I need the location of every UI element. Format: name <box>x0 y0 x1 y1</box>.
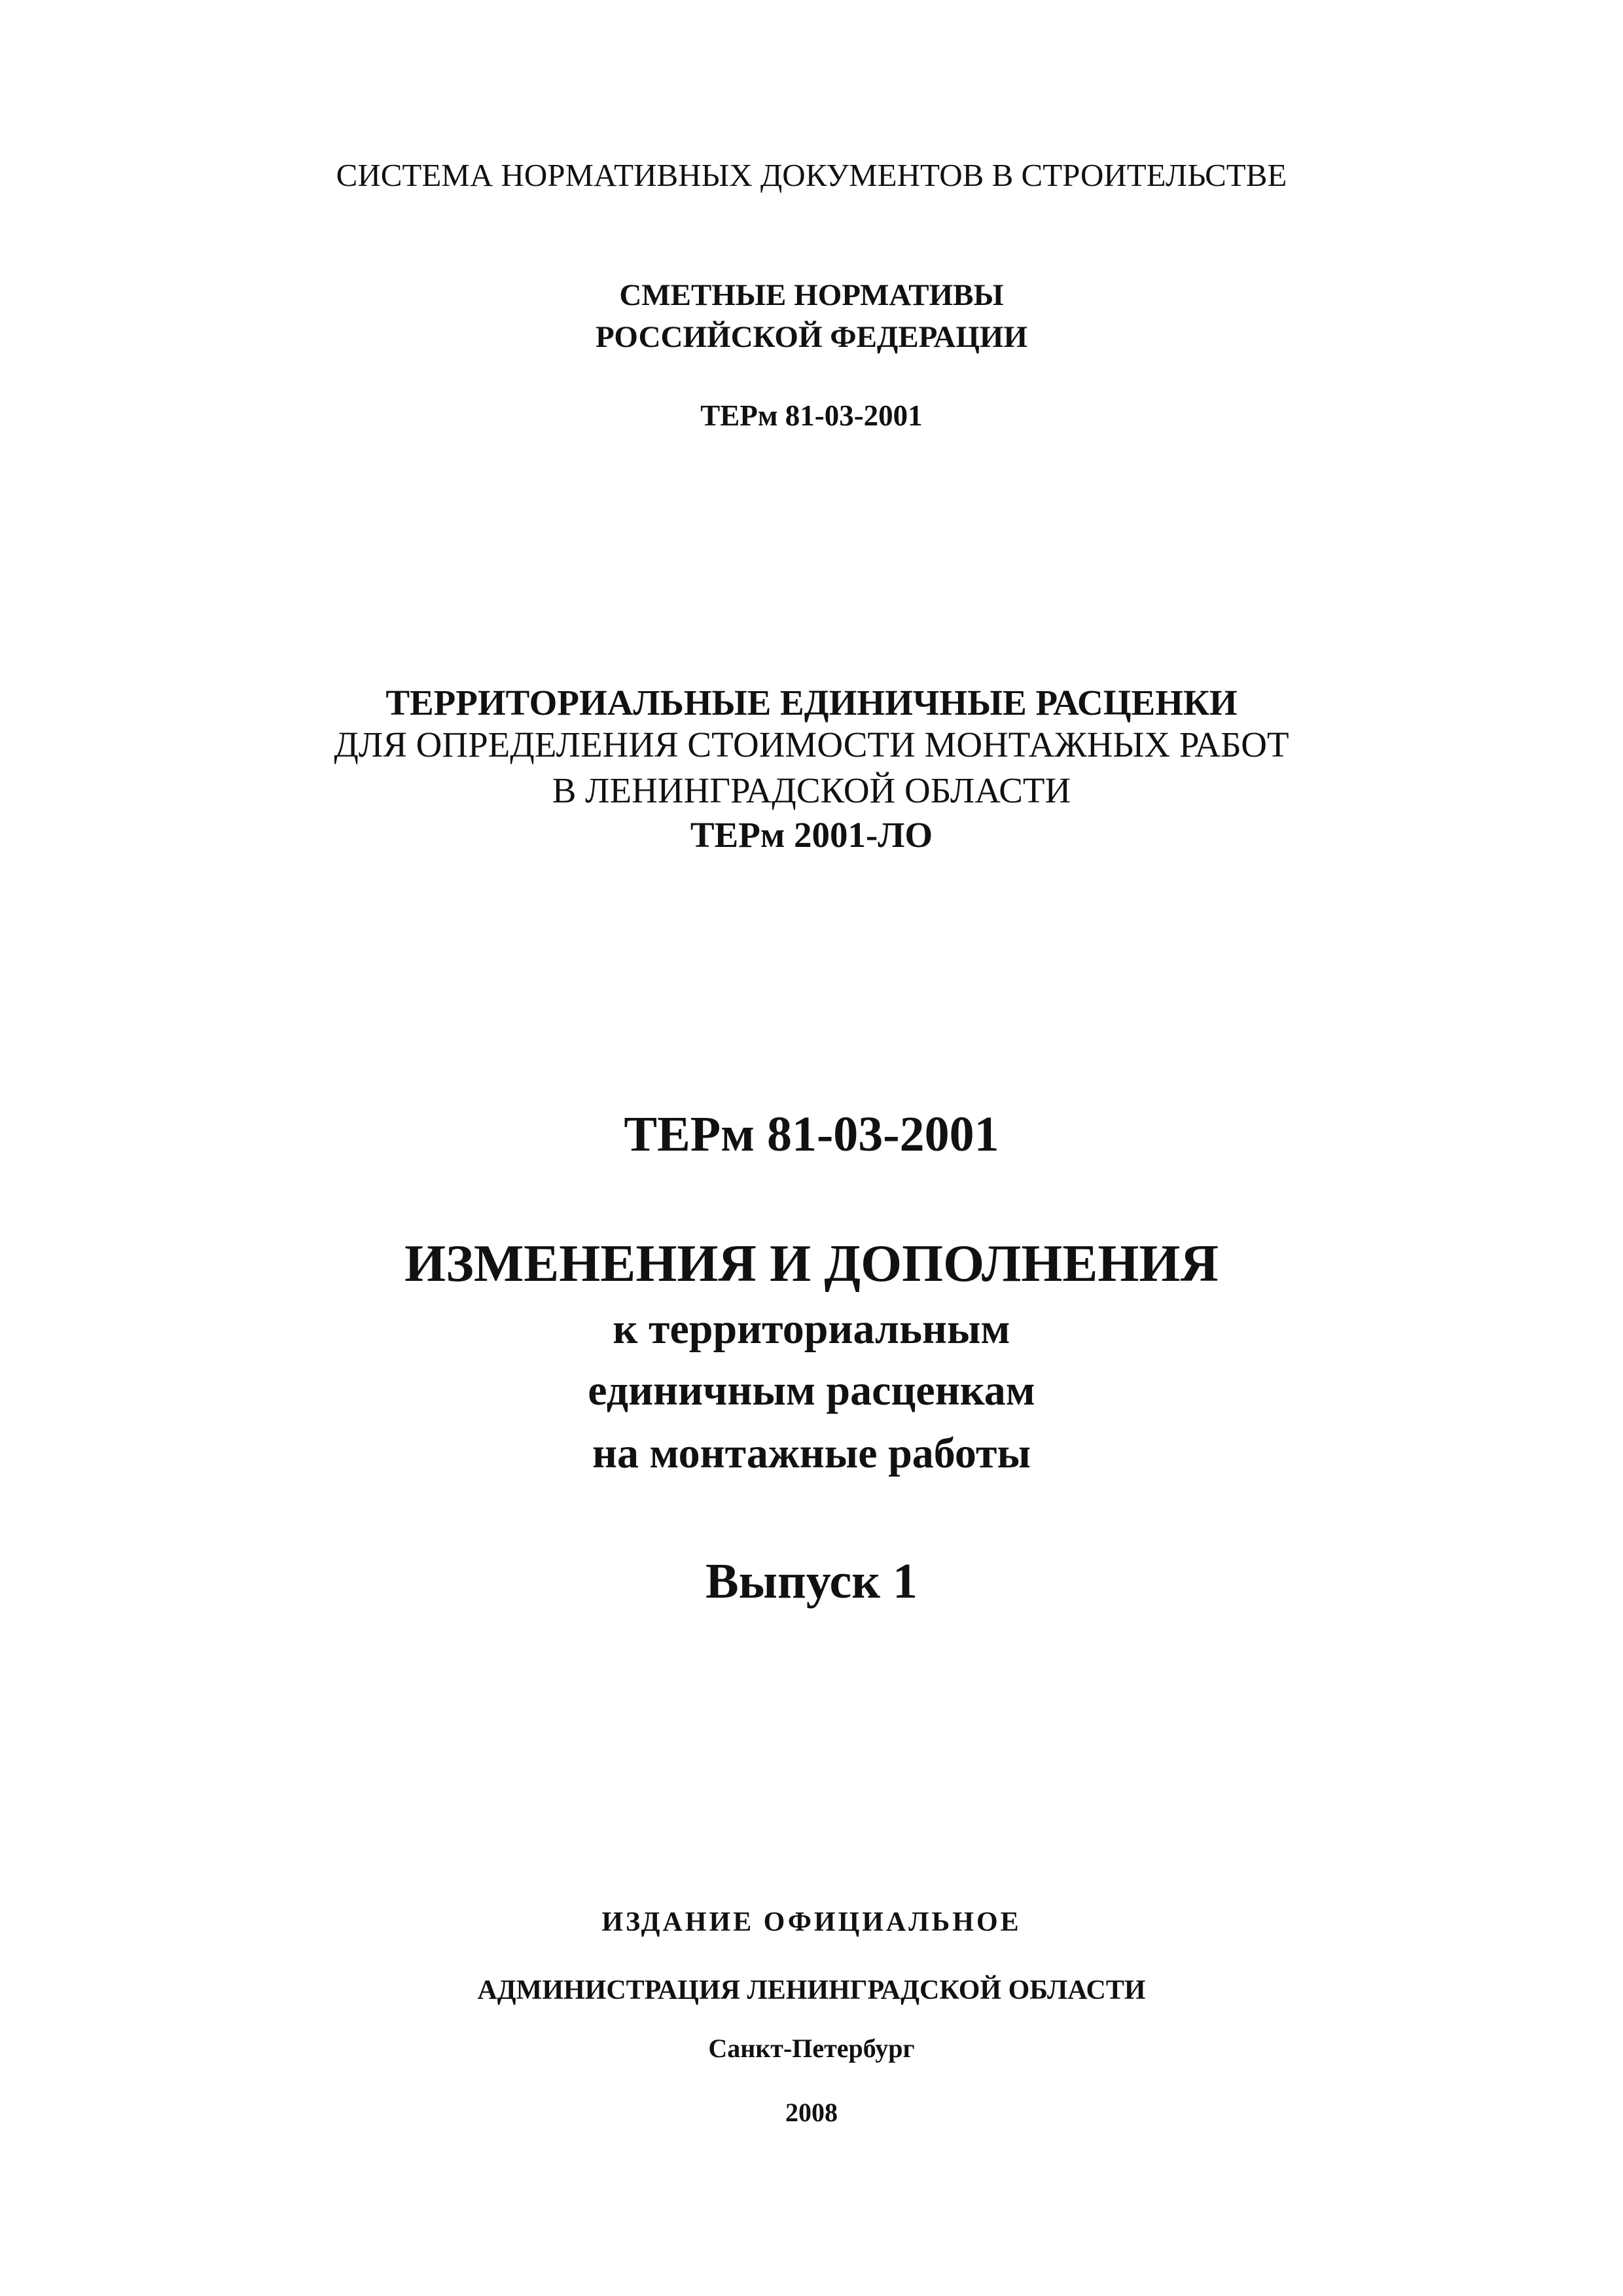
document-code-top: ТЕРм 81-03-2001 <box>700 399 923 432</box>
edition-label: ИЗДАНИЕ ОФИЦИАЛЬНОЕ <box>601 1907 1022 1937</box>
document-code-main: ТЕРм 81-03-2001 <box>624 1107 999 1162</box>
issue-number: Выпуск 1 <box>705 1554 918 1609</box>
collection-title-line-2: ДЛЯ ОПРЕДЕЛЕНИЯ СТОИМОСТИ МОНТАЖНЫХ РАБОТ <box>334 725 1289 764</box>
collection-code: ТЕРм 2001-ЛО <box>690 815 933 855</box>
subtitle-line-3: на монтажные работы <box>592 1429 1031 1477</box>
norms-heading-line-2: РОССИЙСКОЙ ФЕДЕРАЦИИ <box>596 320 1027 354</box>
norms-heading-line-1: СМЕТНЫЕ НОРМАТИВЫ <box>619 278 1004 312</box>
main-title: ИЗМЕНЕНИЯ И ДОПОЛНЕНИЯ <box>404 1234 1219 1293</box>
collection-title-line-1: ТЕРРИТОРИАЛЬНЫЕ ЕДИНИЧНЫЕ РАСЦЕНКИ <box>385 683 1238 723</box>
subtitle-line-1: к территориальным <box>613 1305 1010 1353</box>
collection-title-line-3: В ЛЕНИНГРАДСКОЙ ОБЛАСТИ <box>552 770 1071 810</box>
series-heading: СИСТЕМА НОРМАТИВНЫХ ДОКУМЕНТОВ В СТРОИТЕЛЬСТВЕ <box>336 157 1287 193</box>
publication-city: Санкт-Петербург <box>708 2034 915 2063</box>
publisher-name: АДМИНИСТРАЦИЯ ЛЕНИНГРАДСКОЙ ОБЛАСТИ <box>477 1975 1146 2005</box>
publication-year: 2008 <box>785 2098 838 2127</box>
subtitle-line-2: единичным расценкам <box>588 1367 1035 1414</box>
